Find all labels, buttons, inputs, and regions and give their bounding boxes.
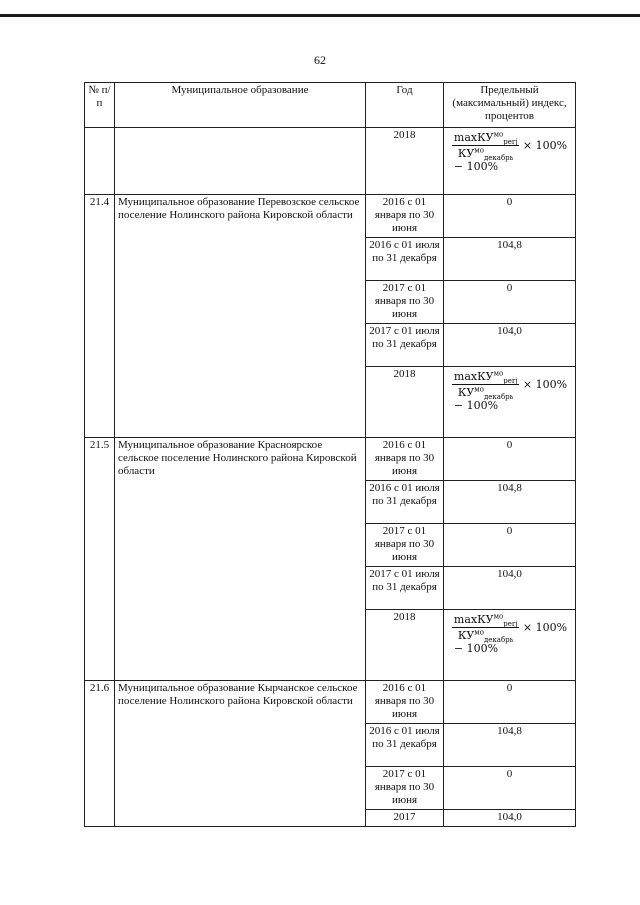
cell-year: 2017 с 01 июля по 31 декабря [366, 324, 444, 367]
formula-minus: − 100% [453, 399, 499, 412]
cell-name: Муниципальное образование Кырчанское сельское поселение Нолинского района Кировской области [115, 681, 366, 827]
cell-index: 104,0 [444, 567, 576, 610]
cell-num [85, 128, 115, 195]
cell-year: 2016 с 01 июля по 31 декабря [366, 481, 444, 524]
cell-num: 21.6 [85, 681, 115, 827]
page-number: 62 [314, 53, 326, 67]
cell-year: 2017 с 01 июля по 31 декабря [366, 567, 444, 610]
table-row [85, 438, 576, 481]
formula-fraction [452, 130, 519, 163]
formula [452, 370, 567, 412]
header-index: Предельный (максимальный) индекс, процентов [444, 83, 576, 128]
table-row [85, 195, 576, 238]
formula-numerator: maxКУ$^{мо}_{perj}$ [453, 130, 518, 147]
cell-name [115, 128, 366, 195]
header-year: Год [366, 83, 444, 128]
formula-minus: − 100% [453, 160, 499, 173]
cell-year: 2016 с 01 июля по 31 декабря [366, 238, 444, 281]
cell-index: 0 [444, 281, 576, 324]
cell-year: 2017 с 01 января по 30 июня [366, 524, 444, 567]
formula-times: × 100% [522, 378, 568, 391]
formula-times: × 100% [522, 621, 568, 634]
cell-name: Муниципальное образование Перевозское сельское поселение Нолинского района Кировской области [115, 195, 366, 438]
cell-year: 2018 [366, 128, 444, 195]
header-num: № п/п [85, 83, 115, 128]
formula-denominator: $КУ^{мо}_{декабрь}$ [457, 628, 514, 645]
cell-index: 104,0 [444, 810, 576, 827]
cell-index-formula [444, 610, 576, 681]
formula-fraction [452, 612, 519, 645]
cell-year: 2016 с 01 января по 30 июня [366, 195, 444, 238]
cell-year: 2018 [366, 367, 444, 438]
cell-index: 0 [444, 195, 576, 238]
cell-num: 21.5 [85, 438, 115, 681]
cell-index: 104,0 [444, 324, 576, 367]
cell-index: 0 [444, 524, 576, 567]
cell-index-formula [444, 128, 576, 195]
cell-index: 0 [444, 438, 576, 481]
cell-index: 0 [444, 681, 576, 724]
cell-index: 0 [444, 767, 576, 810]
cell-year: 2018 [366, 610, 444, 681]
cell-year: 2016 с 01 января по 30 июня [366, 438, 444, 481]
formula-times: × 100% [522, 139, 568, 152]
cell-index: 104,8 [444, 238, 576, 281]
formula [452, 613, 567, 655]
cell-index: 104,8 [444, 481, 576, 524]
table-body [85, 128, 576, 827]
formula [452, 131, 567, 173]
formula-denominator: $КУ^{мо}_{декабрь}$ [457, 146, 514, 163]
table-row [85, 128, 576, 195]
formula-fraction [452, 369, 519, 402]
cell-year: 2016 с 01 января по 30 июня [366, 681, 444, 724]
cell-year: 2017 с 01 января по 30 июня [366, 281, 444, 324]
top-rule [0, 14, 640, 17]
cell-index: 104,8 [444, 724, 576, 767]
formula-numerator: maxКУ$^{мо}_{perj}$ [453, 369, 518, 386]
formula-numerator: maxКУ$^{мо}_{perj}$ [453, 612, 518, 629]
cell-year: 2017 с 01 января по 30 июня [366, 767, 444, 810]
table-row [85, 681, 576, 724]
table-header-row [85, 83, 576, 128]
header-name: Муниципальное образование [115, 83, 366, 128]
cell-name: Муниципальное образование Красноярское сельское поселение Нолинского района Кировской области [115, 438, 366, 681]
cell-year: 2016 с 01 июля по 31 декабря [366, 724, 444, 767]
cell-num: 21.4 [85, 195, 115, 438]
formula-minus: − 100% [453, 642, 499, 655]
index-table [84, 82, 576, 827]
cell-index-formula [444, 367, 576, 438]
formula-denominator: $КУ^{мо}_{декабрь}$ [457, 385, 514, 402]
cell-year: 2017 [366, 810, 444, 827]
